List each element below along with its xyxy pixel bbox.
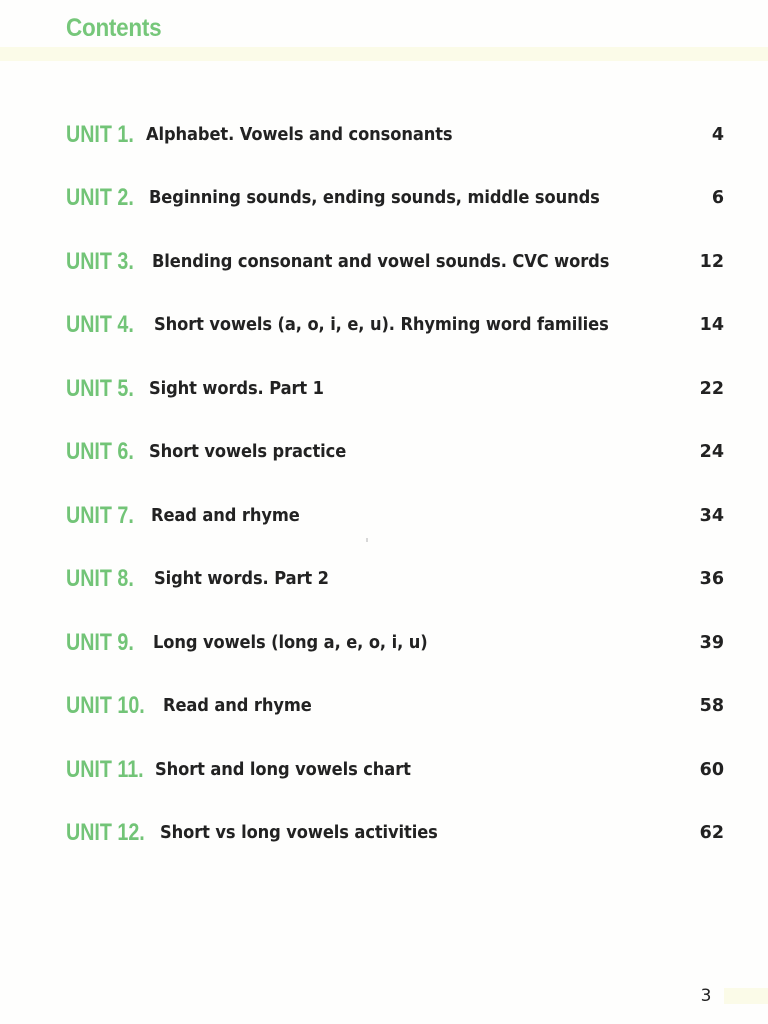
unit-title: Sight words. Part 1 <box>149 379 324 399</box>
unit-label: UNIT 11. <box>66 756 144 783</box>
unit-title: Blending consonant and vowel sounds. CVC words <box>152 252 610 272</box>
unit-page-number: 12 <box>699 252 724 272</box>
unit-title: Read and rhyme <box>163 696 312 716</box>
unit-page-number: 60 <box>699 760 724 780</box>
unit-title: Short vowels practice <box>149 442 347 462</box>
page-title: Contents <box>66 14 162 42</box>
unit-page-number: 4 <box>711 125 724 145</box>
unit-title: Read and rhyme <box>151 506 300 526</box>
unit-title: Short vowels (a, o, i, e, u). Rhyming word families <box>154 315 609 335</box>
unit-title: Sight words. Part 2 <box>154 569 329 589</box>
toc-item-unit-9[interactable] <box>66 626 726 660</box>
unit-title: Alphabet. Vowels and consonants <box>146 125 453 145</box>
toc-item-unit-11[interactable] <box>66 753 726 787</box>
page-number: 3 <box>700 986 712 1006</box>
unit-page-number: 36 <box>699 569 724 589</box>
unit-title: Short and long vowels chart <box>155 760 411 780</box>
footer-band <box>724 988 768 1004</box>
toc-item-unit-2[interactable] <box>66 181 726 215</box>
unit-label: UNIT 1. <box>66 121 134 148</box>
toc-item-unit-12[interactable] <box>66 816 726 850</box>
unit-title: Long vowels (long a, e, o, i, u) <box>153 633 428 653</box>
toc-item-unit-10[interactable] <box>66 689 726 723</box>
unit-label: UNIT 4. <box>66 311 134 338</box>
unit-label: UNIT 5. <box>66 375 134 402</box>
unit-page-number: 6 <box>711 188 724 208</box>
unit-page-number: 22 <box>699 379 724 399</box>
unit-label: UNIT 6. <box>66 438 134 465</box>
unit-label: UNIT 10. <box>66 692 145 719</box>
unit-title: Short vs long vowels activities <box>160 823 438 843</box>
unit-label: UNIT 8. <box>66 565 134 592</box>
toc-item-unit-6[interactable] <box>66 435 726 469</box>
toc-item-unit-5[interactable] <box>66 372 726 406</box>
toc-item-unit-3[interactable] <box>66 245 726 279</box>
unit-label: UNIT 7. <box>66 502 134 529</box>
unit-page-number: 24 <box>699 442 724 462</box>
toc-item-unit-1[interactable] <box>66 118 726 152</box>
unit-page-number: 14 <box>699 315 724 335</box>
unit-page-number: 62 <box>699 823 724 843</box>
toc-item-unit-8[interactable] <box>66 562 726 596</box>
toc-item-unit-4[interactable] <box>66 308 726 342</box>
print-speck <box>366 538 368 542</box>
toc-item-unit-7[interactable] <box>66 499 726 533</box>
unit-label: UNIT 2. <box>66 184 134 211</box>
unit-label: UNIT 3. <box>66 248 134 275</box>
unit-page-number: 39 <box>699 633 724 653</box>
unit-label: UNIT 12. <box>66 819 145 846</box>
unit-title: Beginning sounds, ending sounds, middle sounds <box>149 188 600 208</box>
unit-page-number: 34 <box>699 506 724 526</box>
unit-label: UNIT 9. <box>66 629 134 656</box>
unit-page-number: 58 <box>699 696 724 716</box>
